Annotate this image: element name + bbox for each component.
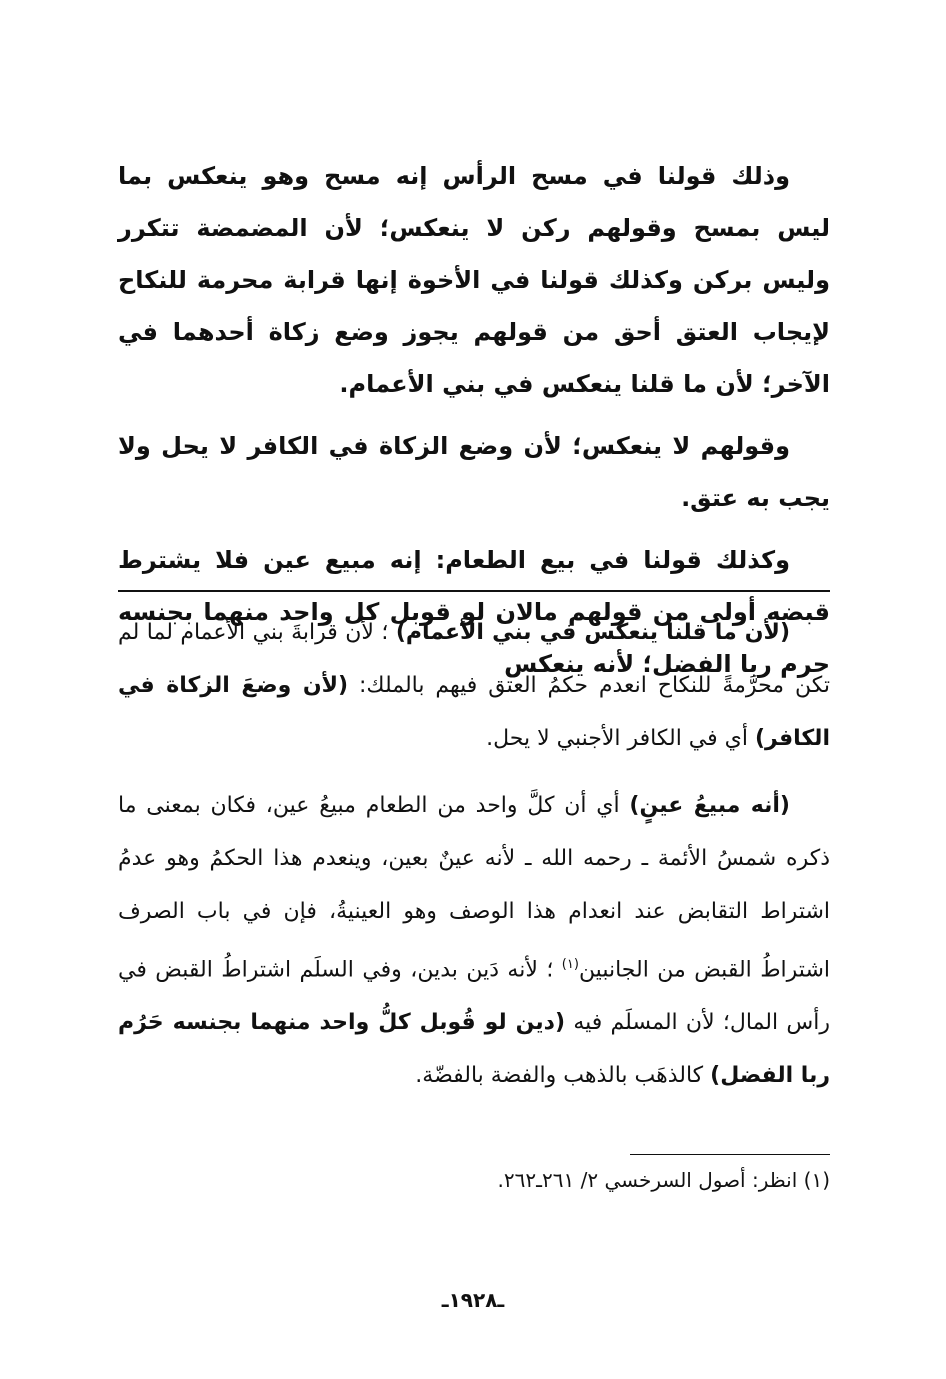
commentary-quote: (لأن ما قلنا ينعكس في بني الأعمام) (395, 620, 790, 645)
commentary-text: أي في الكافر الأجنبي لا يحل. (486, 726, 748, 751)
main-paragraph-2: وقولهم لا ينعكس؛ لأن وضع الزكاة في الكافر لا يحل ولا يجب به عتق. (118, 432, 830, 512)
footnote-divider (630, 1154, 830, 1155)
commentary-text: كالذهَب بالذهب والفضة بالفضّة. (415, 1063, 704, 1089)
commentary-text: ؛ لأن قرابةَ بني الأعمام لما لم تكن محرَّمةً للنكاح انعدم حكمُ العتق فيهم بالملك: (118, 620, 830, 698)
page-number: ـ١٩٢٨ـ (441, 1288, 505, 1312)
commentary-quote: (دين لو قُوبل كلُّ واحد منهما بجنسه حَرُم ربا الفضل) (118, 1010, 830, 1089)
commentary-paragraph-2 (118, 779, 830, 1102)
text-divider (118, 590, 830, 592)
commentary-quote: (أنه مبيعُ عينٍ) (629, 793, 790, 818)
footnote: (١) انظر: أصول السرخسي ٢/ ٢٦١ـ٢٦٢. (497, 1168, 830, 1192)
commentary-text: أي أن كلَّ واحد من الطعام مبيعُ عين، فكان بمعنى ما ذكره شمسُ الأئمة ـ رحمه الله ـ لأنه عينٌ بعين، وينعدم هذا الحكمُ وهو عدمُ اشتراط التقابض عند انعدام هذا الوصف وهو العينيةُ، فإن في باب الصرف اشتراطُ القبض من الجانبين (118, 793, 830, 983)
commentary-text: ؛ لأنه دَين بدين، وفي السلَم اشتراطُ القبض في رأس المال؛ لأن المسلَم فيه (118, 957, 830, 1036)
footnote-ref: (١) (561, 957, 579, 972)
main-paragraph-1: وذلك قولنا في مسح الرأس إنه مسح وهو ينعكس بما ليس بمسح وقولهم ركن لا ينعكس؛ لأن المضمضة تتكرر وليس بركن وكذلك قولنا في الأخوة إنها قرابة محرمة للنكاح لإيجاب العتق أحق من قولهم يجوز وضع زكاة أحدهما في الآخر؛ لأن ما قلنا ينعكس في بني الأعمام. (118, 162, 830, 398)
commentary-quote: (لأن وضعَ الزكاة في الكافر) (118, 673, 830, 751)
commentary (118, 606, 830, 1116)
commentary-paragraph-1 (118, 606, 830, 765)
main-paragraph-3: وكذلك قولنا في بيع الطعام: إنه مبيع عين فلا يشترط قبضه أولى من قولهم مالان لو قوبل كل واحد منهما بجنسه حرم ربا الفضل؛ لأنه ينعكس (118, 546, 830, 678)
